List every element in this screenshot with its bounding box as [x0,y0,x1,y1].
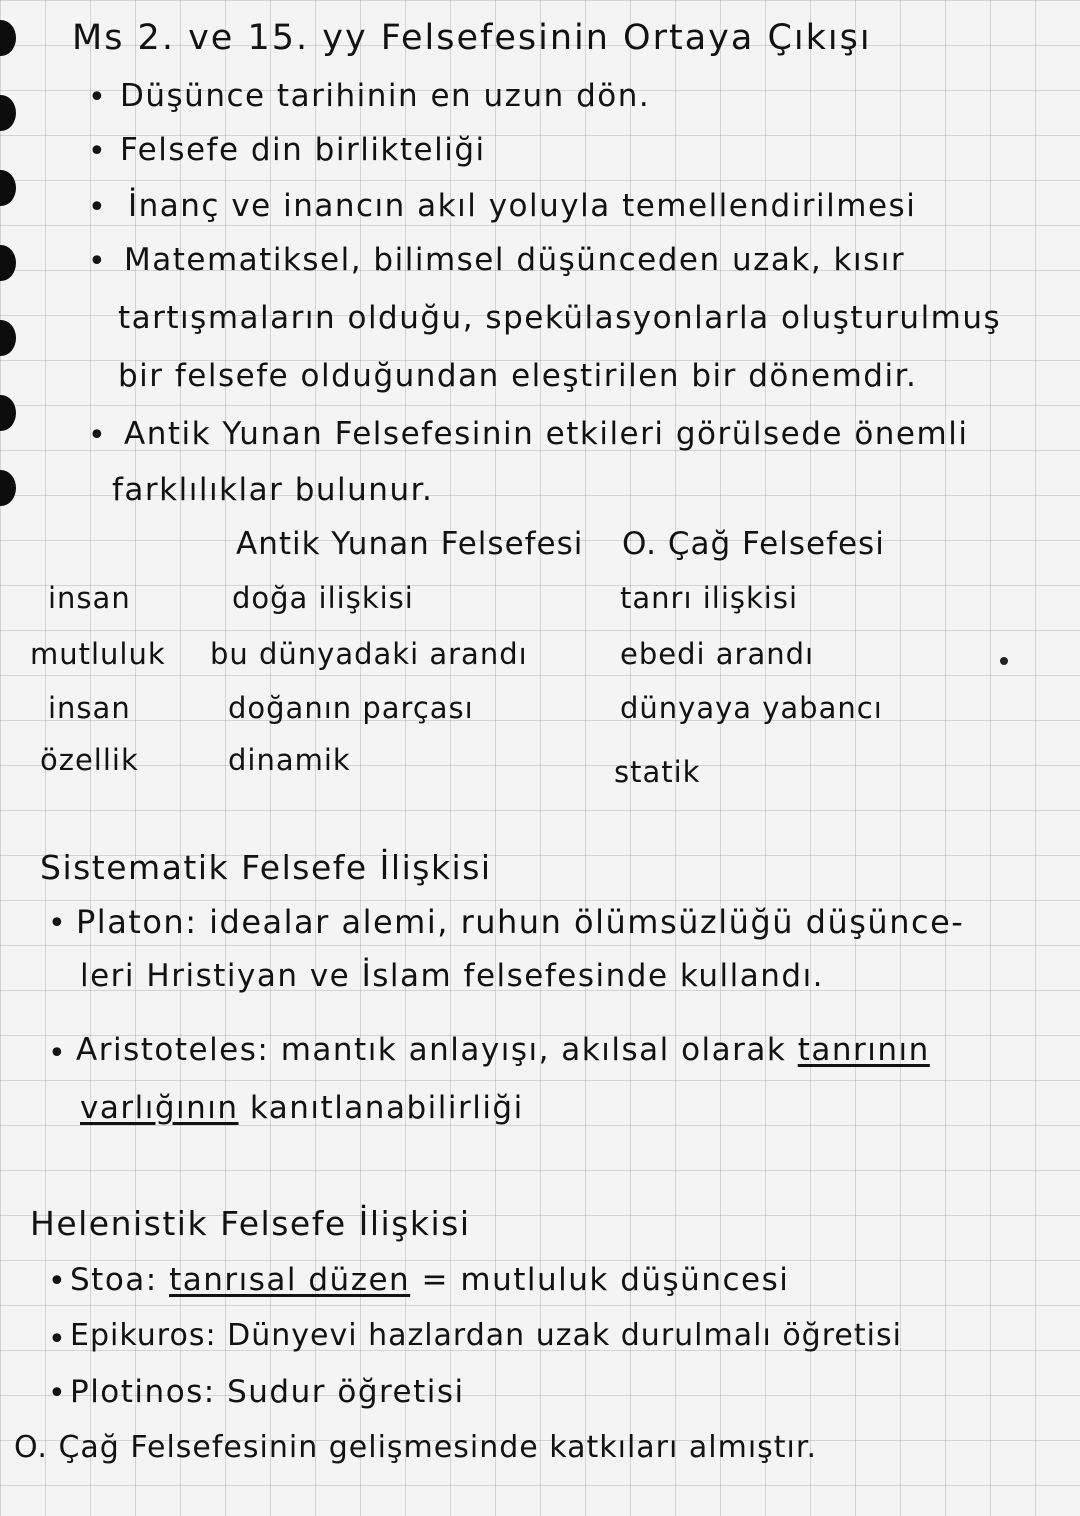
bullet-dot: • [88,244,106,279]
intro-bullet-2: Felsefe din birlikteliği [120,132,486,168]
bullet-dot: • [48,1376,66,1411]
row-orta-value: statik [614,755,701,789]
row-orta-value: tanrı ilişkisi [620,581,799,615]
page-title: Ms 2. ve 15. yy Felsefesinin Ortaya Çıkışı [72,18,872,58]
stoa-line [70,1260,789,1300]
intro-bullet-1: Düşünce tarihinin en uzun dön. [120,78,651,114]
stoa-label: Stoa: [70,1262,170,1298]
aristoteles-line-1 [76,1030,930,1070]
intro-bullet-5-line-2: farklılıklar bulunur. [112,472,434,508]
row-antik-value: doğanın parçası [228,691,474,725]
row-label: insan [48,691,131,725]
platon-line-2: leri Hristiyan ve İslam felsefesinde kullandı. [80,958,825,994]
stoa-text: = mutluluk düşüncesi [410,1262,790,1298]
stoa-underlined: tanrısal düzen [169,1262,411,1298]
epikuros-line: Epikuros: Dünyevi hazlardan uzak durulmalı öğretisi [70,1318,902,1353]
row-label: özellik [40,743,139,777]
row-orta-value: ebedi arandı [620,637,815,671]
row-antik-value: dinamik [228,743,351,777]
conclusion-line: O. Çağ Felsefesinin gelişmesinde katkıları almıştır. [14,1430,817,1465]
row-antik-value: doğa ilişkisi [232,581,414,615]
bullet-dot: • [88,134,106,169]
systematic-heading: Sistematik Felsefe İlişkisi [40,848,492,887]
plotinos-line: Plotinos: Sudur öğretisi [70,1374,465,1410]
stray-dot [1000,657,1008,665]
column-header-orta-cag: O. Çağ Felsefesi [622,526,885,562]
hellenistic-heading: Helenistik Felsefe İlişkisi [30,1204,471,1243]
aristoteles-text: kanıtlanabilirliği [238,1090,524,1126]
aristoteles-text: Aristoteles: mantık anlayışı, akılsal olarak [76,1032,798,1068]
bullet-dot: • [48,1322,66,1357]
bullet-dot: • [88,418,106,453]
column-header-antik: Antik Yunan Felsefesi [236,526,584,562]
bullet-dot: • [88,190,106,225]
row-orta-value: dünyaya yabancı [620,691,883,725]
bullet-dot: • [88,80,106,115]
aristoteles-underlined: tanrının [797,1032,930,1068]
platon-line-1: Platon: idealar alemi, ruhun ölümsüzlüğü düşünce- [76,903,965,941]
intro-bullet-5-line-1: Antik Yunan Felsefesinin etkileri görülsede önemli [124,416,969,452]
bullet-dot: • [48,906,66,941]
aristoteles-underlined: varlığının [80,1090,239,1126]
row-label: mutluluk [30,637,166,671]
intro-bullet-4-line-3: bir felsefe olduğundan eleştirilen bir dönemdir. [118,358,918,394]
bullet-dot: • [48,1264,66,1299]
intro-bullet-4-line-2: tartışmaların olduğu, spekülasyonlarla oluşturulmuş [118,300,1002,336]
binder-holes [0,0,30,1516]
row-label: insan [48,581,131,615]
row-antik-value: bu dünyadaki arandı [210,637,528,671]
intro-bullet-3: İnanç ve inancın akıl yoluyla temellendirilmesi [128,188,917,224]
aristoteles-line-2 [80,1088,524,1128]
intro-bullet-4-line-1: Matematiksel, bilimsel düşünceden uzak, kısır [124,242,906,278]
bullet-dot: • [48,1036,66,1071]
